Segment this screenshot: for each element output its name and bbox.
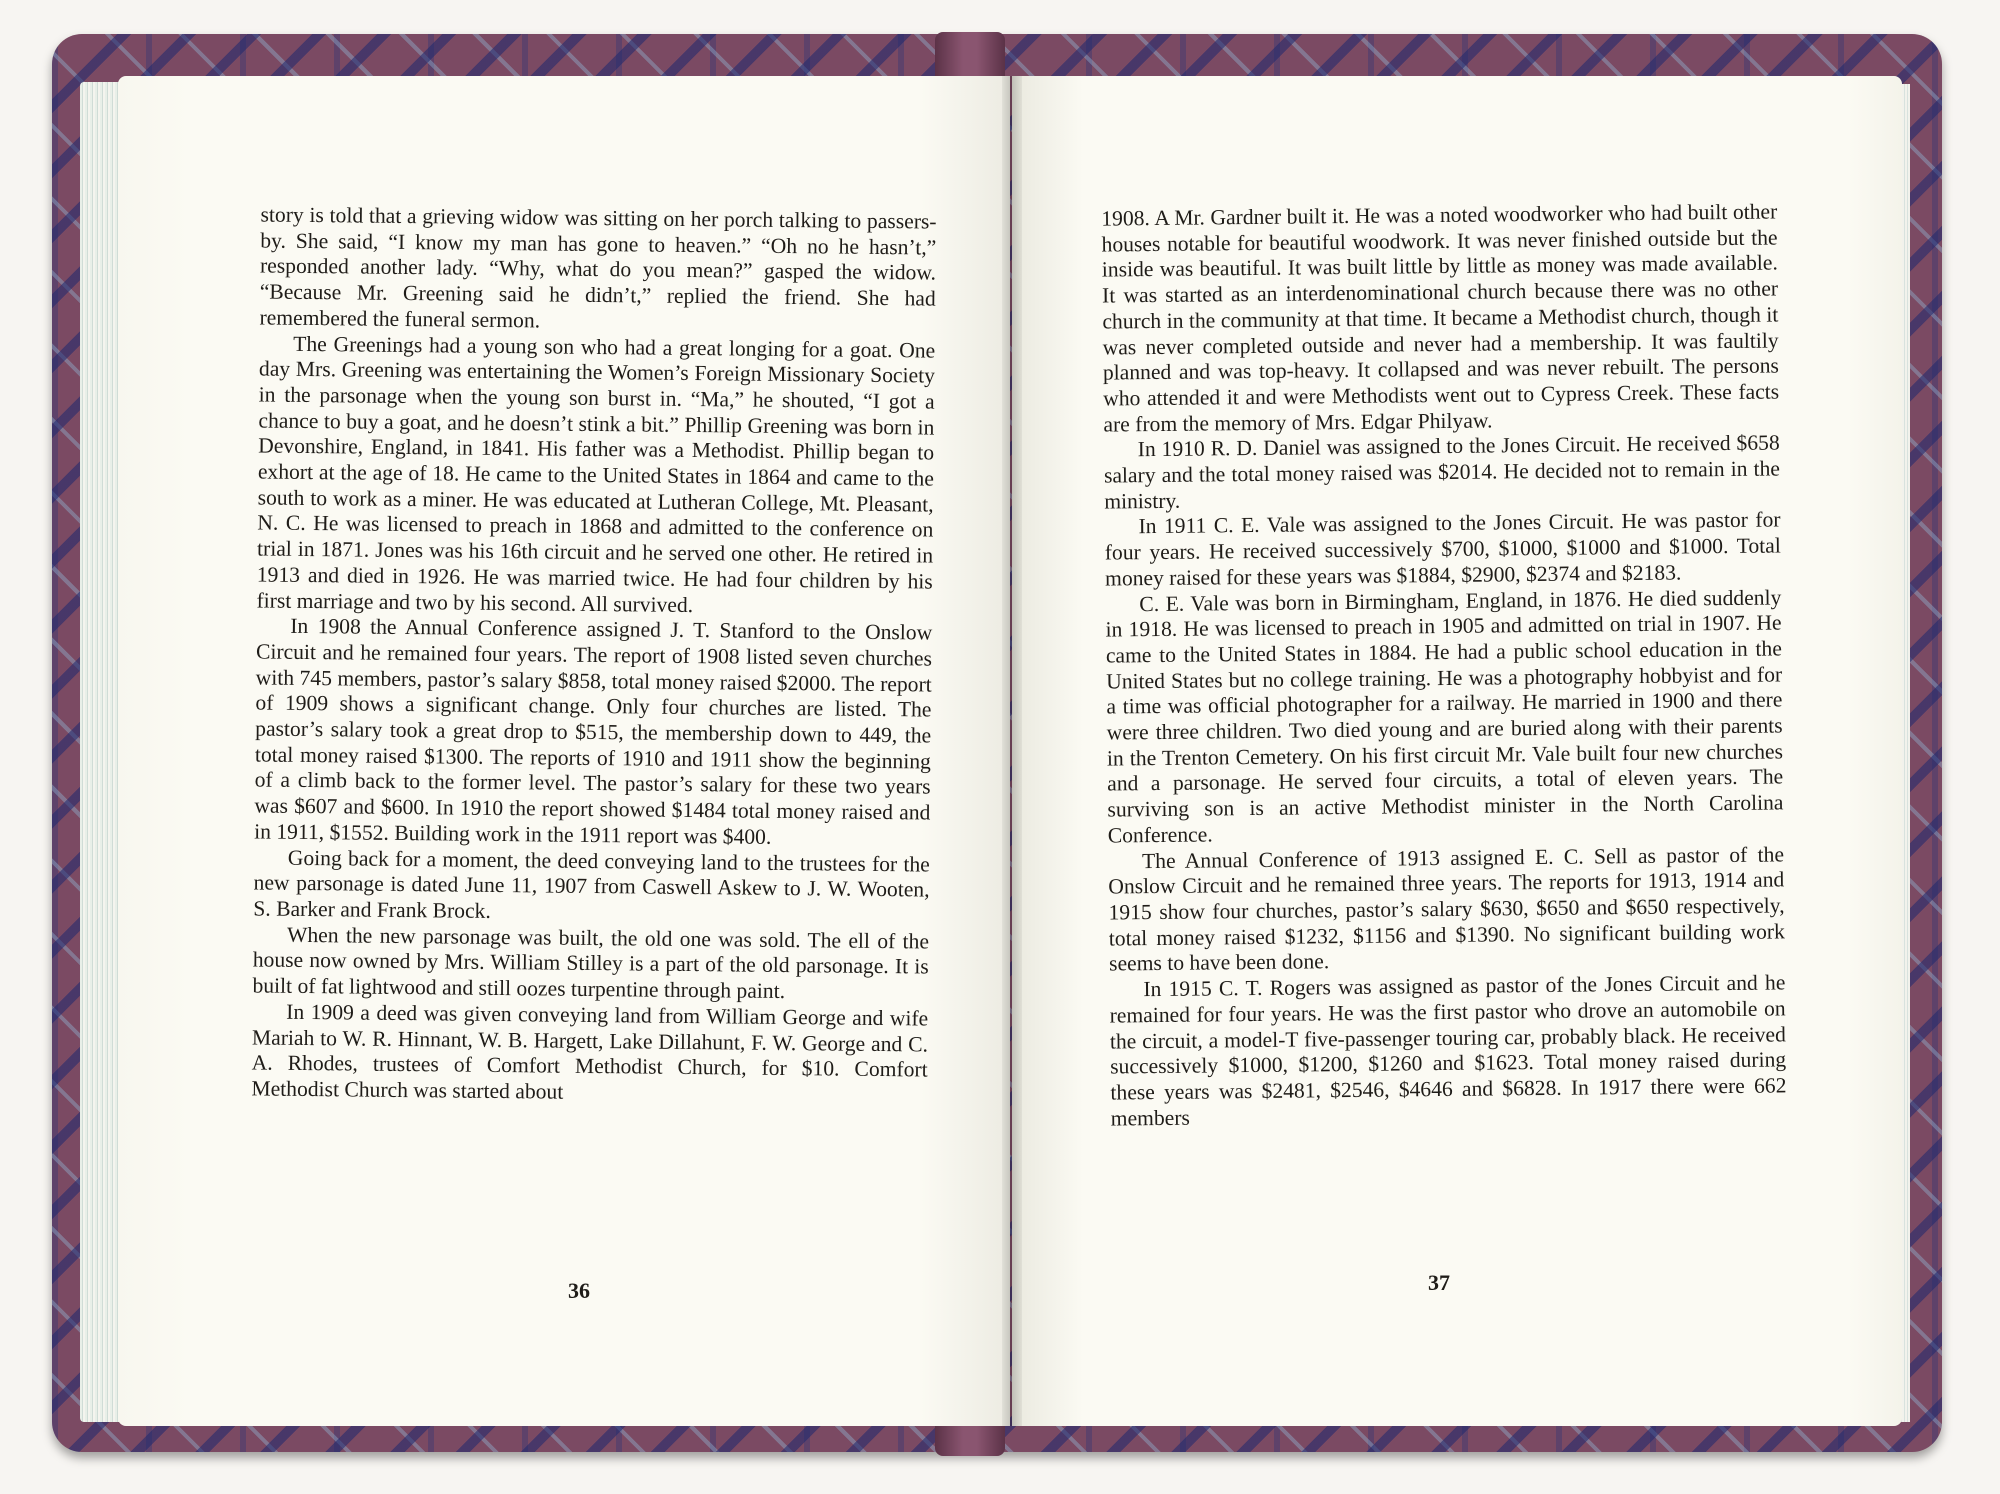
left-page-text <box>251 202 936 1109</box>
paragraph: 1908. A Mr. Gardner built it. He was a noted woodworker who had built other houses notable for beautiful woodwork. It was never finished outside but the inside was beautiful. It was built little by little as money was made available. It was started as an interdenominational church because there was no other church in the community at that time. It became a Methodist church, though it was never completed outside and never had a membership. It was faultily planned and was top-heavy. It collapsed and was never rebuilt. The persons who attended it and were Methodists went out to Cypress Creek. These facts are from the memory of Mrs. Edgar Philyaw. <box>1101 199 1780 437</box>
paragraph: The Greenings had a young son who had a great longing for a goat. One day Mrs. Greening was entertaining the Women’s Foreign Missionary Society in the parsonage when the young son burst in. “Ma,” he shouted, “I got a chance to buy a goat, and he doesn’t stink a bit.” Phillip Greening was born in Devonshire, England, in 1841. His father was a Methodist. Phillip began to exhort at the age of 18. He came to the United States in 1864 and came to the south to work as a miner. He was educated at Lutheran College, Mt. Pleasant, N. C. He was licensed to preach in 1868 and admitted to the conference on trial in 1871. Jones was his 16th circuit and he served one other. He retired in 1913 and died in 1926. He was married twice. He had four children by his first marriage and two by his second. All survived. <box>256 331 936 617</box>
paragraph: When the new parsonage was built, the old one was sold. The ell of the house now owned by Mrs. William Stilley is a part of the old parsonage. It is built of fat lightwood and still oozes turpentine through paint. <box>252 922 930 1004</box>
paragraph: C. E. Vale was born in Birmingham, England, in 1876. He died suddenly in 1918. He was licensed to preach in 1905 and admitted on trial in 1907. He came to the United States in 1884. He had a public school education in the United States but no college training. He was a photography hobbyist and for a time was official photographer for a railway. He married in 1900 and there were three children. Two died young and are buried along with their parents in the Trenton Cemetery. On his first circuit Mr. Vale built four new churches and a parsonage. He served four circuits, a total of eleven years. The surviving son is an active Methodist minister in the North Carolina Conference. <box>1105 585 1784 848</box>
paragraph: In 1915 C. T. Rogers was assigned as pastor of the Jones Circuit and he remained for four years. He was the first pastor who drove an automobile on the circuit, a model-T five-passenger touring car, probably black. He received successively $1000, $1200, $1260 and $1623. Total money raised during these years was $2481, $2546, $4646 and $6828. In 1917 there were 662 members <box>1109 970 1787 1131</box>
page-number-left: 36 <box>568 1278 590 1303</box>
paragraph: The Annual Conference of 1913 assigned E. C. Sell as pastor of the Onslow Circuit and he remained three years. The reports for 1913, 1914 and 1915 show four churches, pastor’s salary $630, $650 and $650 respectively, total money raised $1232, $1156 and $1390. No significant building work seems to have been done. <box>1108 842 1785 976</box>
paragraph: story is told that a grieving widow was sitting on her porch talking to passers-by. She said, “I know my man has gone to heaven.” “Oh no he hasn’t,” responded another lady. “Why, what do you mean?” gasped the widow. “Because Mr. Greening said he didn’t,” replied the friend. She had remembered the funeral sermon. <box>259 202 937 333</box>
right-page-text <box>1101 199 1787 1131</box>
paragraph: In 1909 a deed was given conveying land from William George and wife Mariah to W. R. Hinnant, W. B. Hargett, Lake Dillahunt, F. W. George and C. A. Rhodes, trustees of Comfort Methodist Church, for $10. Comfort Methodist Church was started about <box>251 999 929 1104</box>
paragraph: In 1911 C. E. Vale was assigned to the Jones Circuit. He was pastor for four years. He received successively $700, $1000, $1000 and $1000. Total money raised for these years was $1884, $2900, $2374 and $2183. <box>1104 507 1781 591</box>
paragraph: In 1908 the Annual Conference assigned J. T. Stanford to the Onslow Circuit and he remained four years. The report of 1908 listed seven churches with 745 members, pastor’s salary $858, total money raised $2000. The report of 1909 shows a significant change. Only four churches are listed. The pastor’s salary took a great drop to $515, the membership down to 449, the total money raised $1300. The reports of 1910 and 1911 show the beginning of a climb back to the former level. The pastor’s salary for these two years was $607 and $600. In 1910 the report showed $1484 total money raised and in 1911, $1552. Building work in the 1911 report was $400. <box>254 614 933 849</box>
paragraph: Going back for a moment, the deed conveying land to the trustees for the new parsonage is dated June 11, 1907 from Caswell Askew to J. W. Wooten, S. Barker and Frank Brock. <box>253 845 930 923</box>
book-gutter <box>1002 76 1022 1426</box>
paragraph: In 1910 R. D. Daniel was assigned to the Jones Circuit. He received $658 salary and the total money raised was $2014. He decided not to remain in the ministry. <box>1103 430 1781 514</box>
page-number-right: 37 <box>1428 1270 1450 1295</box>
